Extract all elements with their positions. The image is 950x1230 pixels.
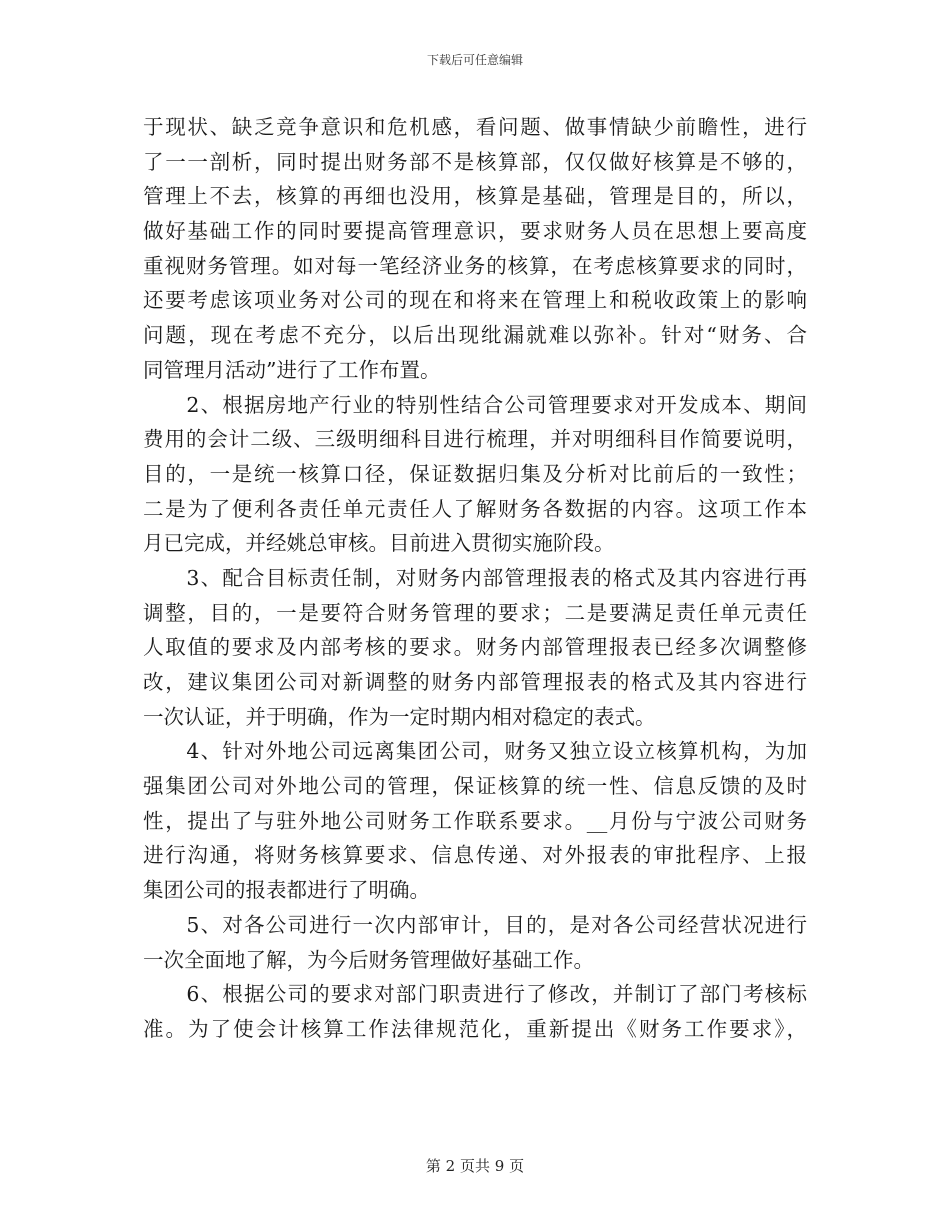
- text-line: 集团公司的报表都进行了明确。: [143, 878, 430, 903]
- text-line: 还要考虑该项业务对公司的现在和将来在管理上和税收政策上的影响: [143, 288, 807, 313]
- page-header: 下载后可任意编辑: [426, 53, 523, 67]
- text-line: 6、根据公司的要求对部门职责进行了修改，并制订了部门考核标: [143, 982, 807, 1007]
- text-line: 管理上不去，核算的再细也没用，核算是基础，管理是目的，所以，: [143, 184, 807, 209]
- text-line: 2、根据房地产行业的特别性结合公司管理要求对开发成本、期间: [143, 392, 807, 417]
- text-line: 做好基础工作的同时要提高管理意识，要求财务人员在思想上要高度: [143, 219, 807, 244]
- text-line: 强集团公司对外地公司的管理，保证核算的统一性、信息反馈的及时: [143, 774, 807, 799]
- text-line: 一次认证，并于明确，作为一定时期内相对稳定的表式。: [143, 704, 656, 729]
- text-line: 问题，现在考虑不充分，以后出现纰漏就难以弥补。针对“财务、合: [143, 323, 807, 348]
- text-line: 4、针对外地公司远离集团公司，财务又独立设立核算机构，为加: [143, 739, 807, 764]
- text-line: 进行沟通，将财务核算要求、信息传递、对外报表的审批程序、上报: [143, 843, 807, 868]
- text-line: 同管理月活动”进行了工作布置。: [143, 357, 441, 382]
- text-line: 一次全面地了解，为今后财务管理做好基础工作。: [143, 947, 594, 972]
- text-line: 二是为了便利各责任单元责任人了解财务各数据的内容。这项工作本: [143, 496, 807, 521]
- text-line: 准。为了使会计核算工作法律规范化，重新提出《财务工作要求》，: [143, 1016, 807, 1041]
- text-line: 费用的会计二级、三级明细科目进行梳理，并对明细科目作简要说明，: [143, 427, 807, 452]
- text-line: 目的，一是统一核算口径，保证数据归集及分析对比前后的一致性；: [143, 461, 807, 486]
- text-line: 5、对各公司进行一次内部审计，目的，是对各公司经营状况进行: [143, 912, 807, 937]
- text-line: 人取值的要求及内部考核的要求。财务内部管理报表已经多次调整修: [143, 635, 807, 660]
- document-body: [143, 110, 807, 1047]
- text-line: 月已完成，并经姚总审核。目前进入贯彻实施阶段。: [143, 531, 615, 556]
- page-number-footer: 第 2 页共 9 页: [425, 1157, 525, 1175]
- text-line: 重视财务管理。如对每一笔经济业务的核算，在考虑核算要求的同时，: [143, 253, 807, 278]
- text-line: 改，建议集团公司对新调整的财务内部管理报表的格式及其内容进行: [143, 670, 807, 694]
- text-line: 于现状、缺乏竞争意识和危机感，看问题、做事情缺少前瞻性，进行: [143, 115, 807, 139]
- text-line: 性，提出了与驻外地公司财务工作联系要求。__月份与宁波公司财务: [143, 808, 807, 833]
- text-line: 调整，目的，一是要符合财务管理的要求；二是要满足责任单元责任: [143, 600, 807, 625]
- text-line: 3、配合目标责任制，对财务内部管理报表的格式及其内容进行再: [143, 565, 807, 590]
- text-line: 了一一剖析，同时提出财务部不是核算部，仅仅做好核算是不够的，: [143, 149, 807, 174]
